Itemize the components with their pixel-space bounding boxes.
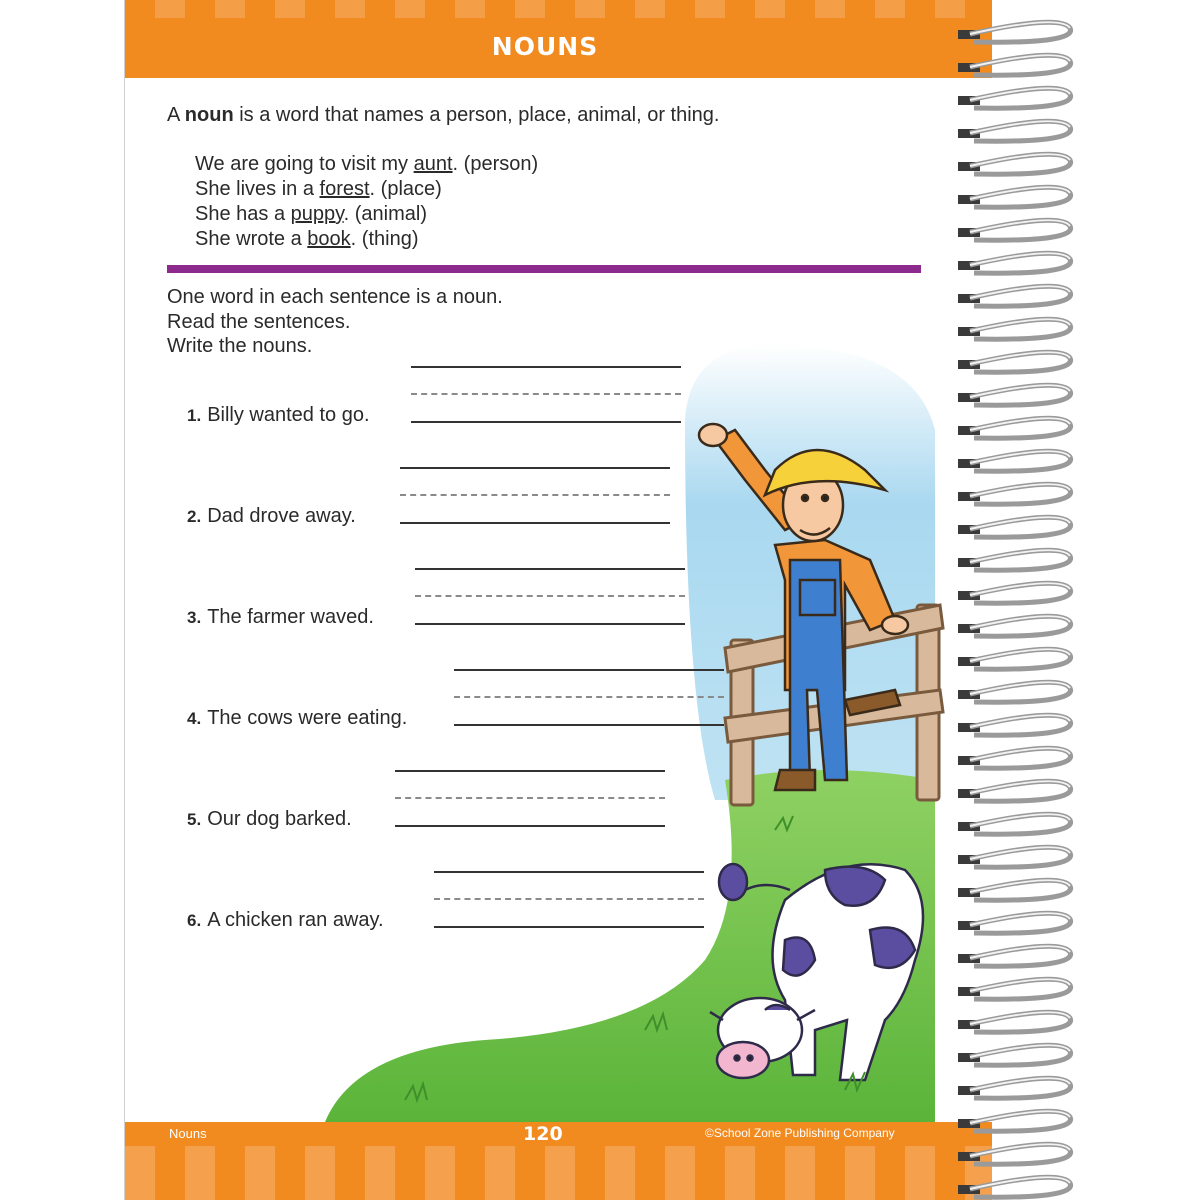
definition-suffix: is a word that names a person, place, animal, or thing. [233,104,720,126]
example-noun: book [307,228,351,250]
example-noun: forest [319,178,370,200]
writing-top-line [454,669,724,671]
item-sentence: Billy wanted to go. [207,404,370,426]
writing-top-line [400,467,670,469]
instruction-line: Read the sentences. [167,310,351,333]
writing-top-line [411,366,681,368]
instructions [167,285,503,359]
example-sentence [195,177,538,202]
exercise-item [187,404,370,427]
writing-top-line [434,871,704,873]
page-number: 120 [523,1123,563,1145]
exercise-item [187,606,374,629]
example-noun: puppy [290,203,344,225]
item-number: 6. [187,911,202,930]
example-before: She lives in a [195,178,320,200]
item-number: 4. [187,709,202,728]
example-after: . (thing) [350,228,419,250]
example-sentences [195,152,538,252]
answer-line-2[interactable] [400,522,670,524]
item-sentence: A chicken ran away. [207,909,384,931]
item-number: 2. [187,507,202,526]
instruction-line: Write the nouns. [167,335,313,357]
example-sentence [195,152,538,177]
item-number: 5. [187,810,202,829]
item-sentence: Our dog barked. [207,808,352,830]
page-footer [125,1122,992,1200]
writing-mid-line [454,696,724,698]
example-before: We are going to visit my [195,153,414,175]
copyright: ©School Zone Publishing Company [705,1126,895,1140]
writing-top-line [415,568,685,570]
item-sentence: The cows were eating. [207,707,408,729]
exercise-item [187,707,407,730]
item-number: 1. [187,406,202,425]
example-noun: aunt [413,153,453,175]
answer-line-6[interactable] [434,926,704,928]
writing-mid-line [400,494,670,496]
footer-pattern [125,1146,992,1200]
example-sentence [195,202,538,227]
example-after: . (place) [369,178,442,200]
answer-line-4[interactable] [454,724,724,726]
example-sentence [195,227,538,252]
example-after: . (animal) [343,203,427,225]
item-sentence: The farmer waved. [207,606,374,628]
exercise-item [187,505,356,528]
example-before: She has a [195,203,291,225]
example-after: . (person) [452,153,539,175]
workbook-page [124,0,992,1200]
answer-line-5[interactable] [395,825,665,827]
answer-line-3[interactable] [415,623,685,625]
instruction-line: One word in each sentence is a noun. [167,286,503,308]
item-number: 3. [187,608,202,627]
item-sentence: Dad drove away. [207,505,356,527]
writing-mid-line [411,393,681,395]
section-divider [167,265,921,273]
definition-term: noun [184,104,234,126]
exercise-item [187,808,352,831]
footer-topic: Nouns [169,1126,207,1141]
definition-prefix: A [167,104,185,126]
writing-mid-line [395,797,665,799]
answer-line-1[interactable] [411,421,681,423]
writing-top-line [395,770,665,772]
exercise-item [187,909,384,932]
noun-definition [167,104,719,127]
page-title: NOUNS [491,32,599,61]
writing-mid-line [415,595,685,597]
writing-mid-line [434,898,704,900]
spiral-binding [950,0,1200,1200]
example-before: She wrote a [195,228,308,250]
